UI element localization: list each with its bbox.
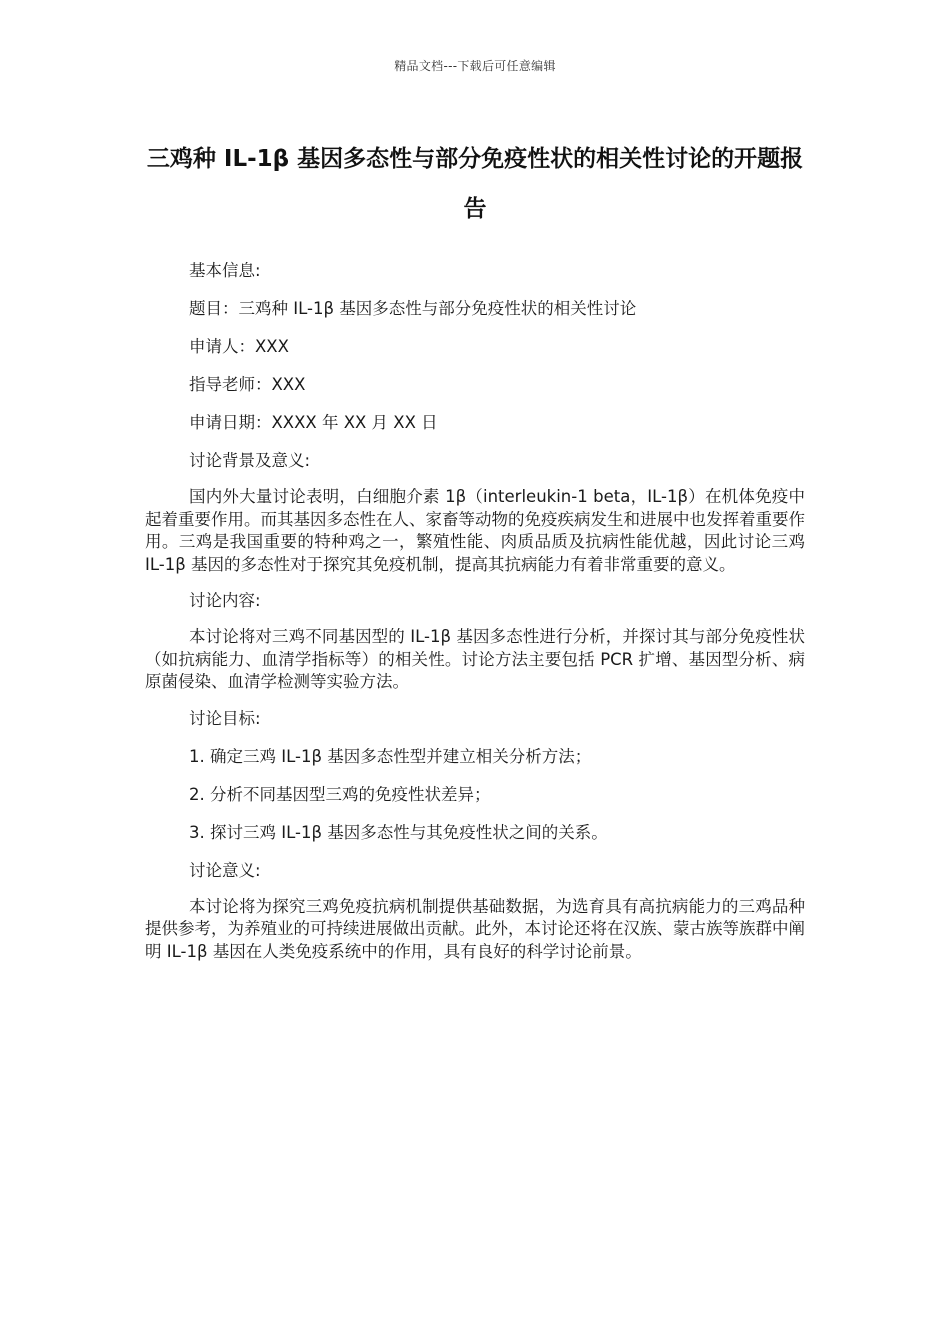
goal-item-2: 2. 分析不同基因型三鸡的免疫性状差异； — [189, 784, 491, 804]
date-line: 申请日期：XXXX 年 XX 月 XX 日 — [189, 413, 438, 432]
page-header: 精品文档---下载后可任意编辑 — [394, 59, 556, 73]
goals-heading: 讨论目标: — [189, 708, 261, 728]
document-body — [145, 258, 805, 975]
background-heading: 讨论背景及意义: — [189, 451, 311, 470]
goal-item-3: 3. 探讨三鸡 IL-1β 基因多态性与其免疫性状之间的关系。 — [189, 822, 608, 842]
goal-item-1: 1. 确定三鸡 IL-1β 基因多态性型并建立相关分析方法； — [189, 746, 592, 766]
advisor-line: 指导老师：XXX — [189, 375, 306, 394]
background-paragraph: 国内外大量讨论表明，白细胞介素 1β（interleukin-1 beta，IL-1β）在机体免疫中起着重要作用。而其基因多态性在人、家畜等动物的免疫疾病发生和进展中也发挥着重要作用。三鸡是我国重要的特种鸡之一，繁殖性能、肉质品质及抗病性能优越，因此讨论三鸡 IL-1β 基因的多态性对于探究其免疫机制，提高其抗病能力有着非常重要的意义。 — [145, 487, 805, 574]
content-heading: 讨论内容: — [189, 591, 261, 610]
content-paragraph: 本讨论将对三鸡不同基因型的 IL-1β 基因多态性进行分析，并探讨其与部分免疫性状（如抗病能力、血清学指标等）的相关性。讨论方法主要包括 PCR 扩增、基因型分析、病原菌侵染、血清学检测等实验方法。 — [145, 627, 805, 691]
significance-paragraph: 本讨论将为探究三鸡免疫抗病机制提供基础数据，为选育具有高抗病能力的三鸡品种提供参考，为养殖业的可持续进展做出贡献。此外，本讨论还将在汉族、蒙古族等族群中阐明 IL-1β 基因在人类免疫系统中的作用，具有良好的科学讨论前景。 — [145, 896, 805, 961]
basic-info-heading: 基本信息: — [189, 261, 261, 280]
applicant-line: 申请人：XXX — [189, 337, 289, 356]
document-title: 三鸡种 IL-1β 基因多态性与部分免疫性状的相关性讨论的开题报告 — [146, 146, 804, 222]
significance-heading: 讨论意义: — [189, 860, 261, 880]
topic-line: 题目：三鸡种 IL-1β 基因多态性与部分免疫性状的相关性讨论 — [189, 299, 637, 318]
